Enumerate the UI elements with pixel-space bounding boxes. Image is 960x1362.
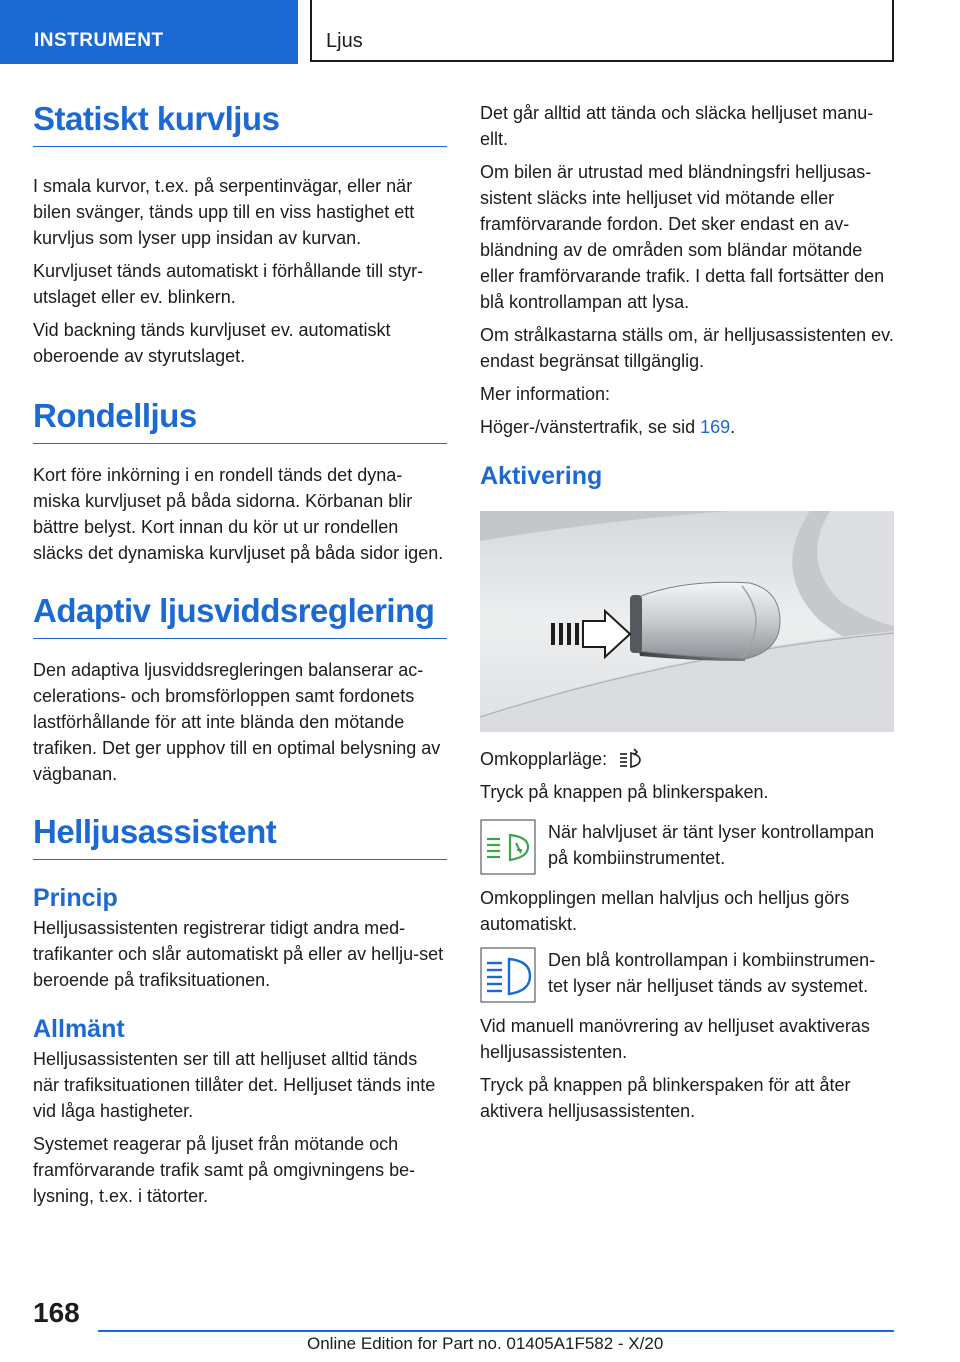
paragraph: Den adaptiva ljusviddsregleringen balanserar ac-celerations- och bromsförloppen samt fordonets lastförhållande för att inte blända den mötande trafiken. Det ger upphov till en optimal belysning av vägbanan.	[33, 660, 441, 784]
paragraph: Om strålkastarna ställs om, är helljusassistenten ev. endast begränsat tillgänglig.	[480, 325, 894, 371]
turn-signal-stalk-illustration	[480, 511, 894, 732]
paragraph: Det går alltid att tända och släcka helljuset manu-ellt.	[480, 103, 874, 149]
reference-end: .	[730, 417, 736, 437]
header-chapter-label: Ljus	[326, 30, 363, 52]
paragraph: Vid manuell manövrering av helljuset avaktiveras helljusassistenten.	[480, 1016, 870, 1062]
paragraph: Mer information:	[480, 384, 611, 404]
page-number: 168	[33, 1297, 80, 1328]
heading-helljusassistent: Helljusassistent	[33, 813, 447, 860]
switch-position-line	[480, 746, 894, 772]
blue-indicator-note	[480, 947, 894, 1003]
paragraph: Vid backning tänds kurvljuset ev. automatiskt oberoende av styrutslaget.	[33, 320, 391, 366]
paragraph: Omkopplingen mellan halvljus och helljus görs automatiskt.	[480, 888, 850, 934]
high-beam-assistant-green-icon	[480, 819, 536, 875]
heading-statiskt-kurvljus: Statiskt kurvljus	[33, 100, 447, 147]
stalk-drawing	[480, 511, 894, 732]
green-indicator-note	[480, 819, 894, 875]
subheading-allmant: Allmänt	[33, 1015, 125, 1043]
left-column	[33, 100, 447, 1209]
paragraph: Tryck på knappen på blinkerspaken.	[480, 782, 769, 802]
paragraph: Helljusassistenten registrerar tidigt andra med-trafikanter och slår automatiskt på eller av hellju-set beroende på trafiksituationen.	[33, 918, 444, 990]
heading-rondelljus: Rondelljus	[33, 397, 447, 444]
paragraph: Om bilen är utrustad med bländningsfri helljusas-sistent släcks inte helljuset vid mötande eller framförvarande fordon. Det sker endast en av-bländning av de områden som bländar mötande eller framförvarande trafik. I detta fall fortsätter den blå kontrollampan att lysa.	[480, 162, 885, 312]
footer-divider	[98, 1330, 894, 1332]
subheading-princip: Princip	[33, 884, 118, 912]
reference-text: Höger-/vänstertrafik, se sid	[480, 417, 701, 437]
right-column	[480, 100, 894, 1124]
paragraph: Kort före inkörning i en rondell tänds det dyna-miska kurvljuset på båda sidorna. Körbanan blir bättre belyst. Kort innan du kör ut ur rondellen släcks det dynamiska kurvljuset på båda sidor igen.	[33, 465, 444, 563]
switch-position-label: Omkopplarläge:	[480, 749, 608, 769]
header-chapter-box	[310, 0, 894, 62]
page-reference-link[interactable]: 169	[700, 417, 731, 437]
header-section-tab	[0, 0, 298, 64]
paragraph: När halvljuset är tänt lyser kontrollampan på kombiinstrumentet.	[548, 822, 875, 868]
heading-adaptiv-ljusviddsreglering: Adaptiv ljusviddsreglering	[33, 592, 447, 639]
heading-aktivering: Aktivering	[480, 462, 603, 490]
paragraph: Den blå kontrollampan i kombiinstrumen-tet lyser när helljuset tänds av systemet.	[548, 950, 876, 996]
paragraph: Systemet reagerar på ljuset från mötande och framförvarande trafik samt på omgivningens be-lysning, t.ex. i tätorter.	[33, 1134, 416, 1206]
footer-edition: Online Edition for Part no. 01405A1F582 - X/20	[307, 1334, 664, 1353]
paragraph: Kurvljuset tänds automatiskt i förhållande till styr-utslaget eller ev. blinkern.	[33, 261, 424, 307]
paragraph: I smala kurvor, t.ex. på serpentinvägar, eller när bilen svänger, tänds upp till en viss hastighet ett kurvljus som lyser upp insidan av kurvan.	[33, 176, 415, 248]
high-beam-blue-icon	[480, 947, 536, 1003]
paragraph: Helljusassistenten ser till att helljuset alltid tänds när trafiksituationen tillåter det. Helljuset tänds inte vid låga hastigheter.	[33, 1049, 436, 1121]
header-section-label: INSTRUMENT	[34, 30, 164, 51]
paragraph: Tryck på knappen på blinkerspaken för att åter aktivera helljusassistenten.	[480, 1075, 851, 1121]
high-beam-assistant-switch-icon	[618, 747, 642, 769]
paragraph-reference	[480, 414, 894, 440]
